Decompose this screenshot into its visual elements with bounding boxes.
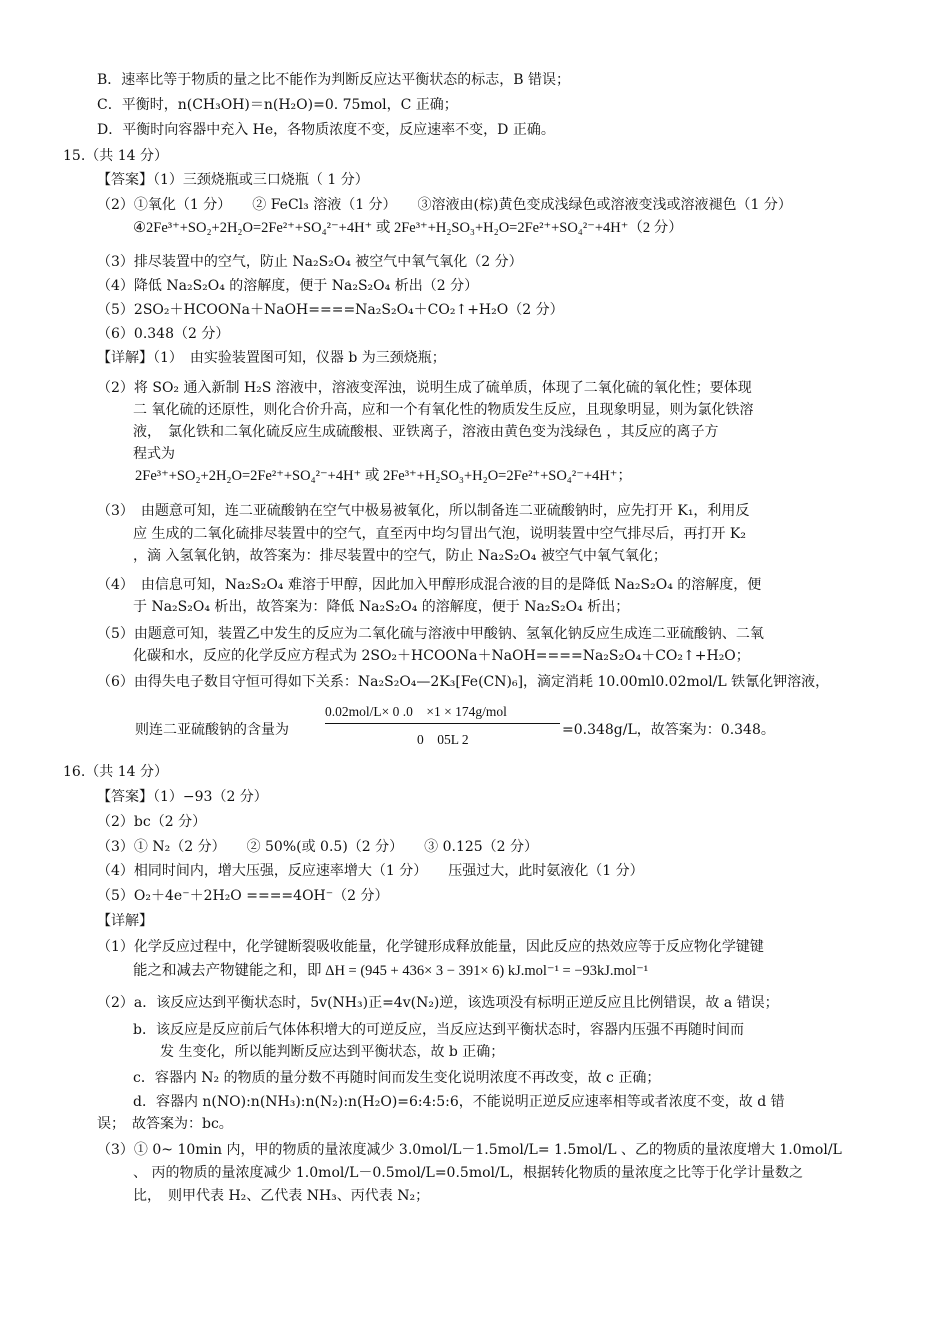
text-line: D．平衡时向容器中充入 He，各物质浓度不变，反应速率不变，D 正确。 (97, 122, 555, 138)
answer-line: 【答案】（1）−93（2 分） (97, 789, 268, 805)
explanation-line: 于 Na₂S₂O₄ 析出，故答案为：降低 Na₂S₂O₄ 的溶解度，便于 Na₂S₂O₄ 析出； (133, 599, 630, 615)
answer-line: 【答案】（1）三颈烧瓶或三口烧瓶（ 1 分） (97, 172, 369, 188)
explanation-line: 发 生变化，所以能判断反应达到平衡状态，故 b 正确； (160, 1044, 505, 1060)
answer-line: （5）O₂＋4e⁻＋2H₂O ====4OH⁻（2 分） (97, 888, 389, 904)
explanation-line: （6）由得失电子数目守恒可得如下关系：Na₂S₂O₄—2K₃[Fe(CN)₆]，滴定消耗 10.00ml0.02mol/L 铁氰化钾溶液， (97, 674, 830, 690)
text-line: C．平衡时，n(CH₃OH)＝n(H₂O)=0. 75mol，C 正确； (97, 97, 458, 113)
ionic-equation: ④2Fe³⁺+SO₂+2H₂O=2Fe²⁺+SO₄²⁻+4H⁺ 或 2Fe³⁺+H₂SO₃+H₂O=2Fe²⁺+SO₄²⁻+4H⁺（2 分） (133, 220, 683, 236)
fraction-numerator: 0.02mol/L× 0 .0 ×1 × 174g/mol (325, 704, 507, 719)
question-heading: 16.（共 14 分） (63, 764, 168, 780)
explanation-line: 应 生成的二氧化硫排尽装置中的空气，直至丙中均匀冒出气泡，说明装置中空气排尽后，再打开 K₂ (133, 526, 746, 542)
fraction-denominator: 0 05L 2 (417, 732, 469, 747)
answer-line: （3）① N₂（2 分） ② 50%(或 0.5)（2 分） ③ 0.125（2 分） (97, 839, 539, 855)
answer-line: （6）0.348（2 分） (97, 326, 230, 342)
explanation-line: d．容器内 n(NO):n(NH₃):n(N₂):n(H₂O)=6:4:5:6，不能说明正逆反应速率相等或者浓度不变，故 d 错 (133, 1094, 785, 1110)
explanation-line: （2）将 SO₂ 通入新制 H₂S 溶液中，溶液变浑浊，说明生成了硫单质，体现了二氧化硫的氧化性；要体现 (97, 380, 752, 396)
explanation-line: 液， 氯化铁和二氧化硫反应生成硫酸根、亚铁离子，溶液由黄色变为浅绿色 ，其反应的离子方 (133, 424, 719, 440)
explanation-line: 则连二亚硫酸钠的含量为 (135, 722, 289, 738)
question-heading: 15.（共 14 分） (63, 148, 168, 164)
explanation-line: （3） 由题意可知，连二亚硫酸钠在空气中极易被氧化，所以制备连二亚硫酸钠时，应先打开 K₁，利用反 (97, 503, 750, 519)
answer-line: （2）①氧化（1 分） ② FeCl₃ 溶液（1 分） ③溶液由(棕)黄色变成浅绿色或溶液变浅或溶液褪色（1 分） (97, 197, 792, 213)
explanation-line: 、 丙的物质的量浓度减少 1.0mol/L－0.5mol/L=0.5mol/L，根据转化物质的量浓度之比等于化学计量数之 (133, 1165, 804, 1181)
explanation-line: （1）化学反应过程中，化学键断裂吸收能量，化学键形成释放能量，因此反应的热效应等于反应物化学键键 (97, 939, 764, 955)
explanation-line: 二 氧化硫的还原性，则化合价升高，应和一个有氧化性的物质发生反应，且现象明显，则为氯化铁溶 (133, 402, 754, 418)
explanation-line: 【详解】（1） 由实验装置图可知，仪器 b 为三颈烧瓶； (97, 350, 446, 366)
text-line: B．速率比等于物质的量之比不能作为判断反应达平衡状态的标志，B 错误； (97, 72, 571, 88)
ionic-equation: 2Fe³⁺+SO₂+2H₂O=2Fe²⁺+SO₄²⁻+4H⁺ 或 2Fe³⁺+H₂SO₃+H₂O=2Fe²⁺+SO₄²⁻+4H⁺； (135, 468, 632, 484)
explanation-line: b．该反应是反应前后气体体积增大的可逆反应，当反应达到平衡状态时，容器内压强不再随时间而 (133, 1022, 744, 1038)
explanation-line: （2）a．该反应达到平衡状态时，5v(NH₃)正=4v(N₂)逆，该选项没有标明正逆反应且比例错误，故 a 错误； (97, 995, 779, 1011)
explanation-line: 比， 则甲代表 H₂、乙代表 NH₃、丙代表 N₂； (133, 1188, 430, 1204)
answer-line: （4）相同时间内，增大压强，反应速率增大（1 分） 压强过大，此时氨液化（1 分） (97, 863, 644, 879)
explanation-heading: 【详解】 (97, 913, 153, 929)
explanation-line: 化碳和水，反应的化学反应方程式为 2SO₂＋HCOONa＋NaOH====Na₂S₂O₄＋CO₂↑+H₂O； (133, 648, 750, 664)
fraction-bar (325, 723, 560, 724)
explanation-line: （4） 由信息可知，Na₂S₂O₄ 难溶于甲醇，因此加入甲醇形成混合液的目的是降低 Na₂S₂O₄ 的溶解度，便 (97, 577, 762, 593)
enthalpy-equation: 能之和减去产物键能之和，即 ΔH = (945 + 436× 3 − 391× 6) kJ.mol⁻¹ = −93kJ.mol⁻¹ (133, 963, 649, 979)
answer-line: （5）2SO₂＋HCOONa＋NaOH====Na₂S₂O₄＋CO₂↑+H₂O（2 分） (97, 302, 564, 318)
explanation-line: ，滴 入氢氧化钠，故答案为：排尽装置中的空气，防止 Na₂S₂O₄ 被空气中氧气氧化； (133, 548, 667, 564)
explanation-line: =0.348g/L，故答案为：0.348。 (562, 722, 775, 738)
answer-line: （3）排尽装置中的空气，防止 Na₂S₂O₄ 被空气中氧气氧化（2 分） (97, 254, 523, 270)
explanation-line: （5）由题意可知，装置乙中发生的反应为二氧化硫与溶液中甲酸钠、氢氧化钠反应生成连二亚硫酸钠、二氧 (97, 626, 764, 642)
answer-line: （4）降低 Na₂S₂O₄ 的溶解度，便于 Na₂S₂O₄ 析出（2 分） (97, 278, 479, 294)
answer-line: （2）bc（2 分） (97, 814, 207, 830)
explanation-line: 误； 故答案为：bc。 (97, 1116, 233, 1132)
explanation-line: 程式为 (133, 446, 175, 462)
explanation-line: （3）① 0~ 10min 内，甲的物质的量浓度减少 3.0mol/L－1.5mol/L= 1.5mol/L 、乙的物质的量浓度增大 1.0mol/L (97, 1142, 842, 1158)
explanation-line: c．容器内 N₂ 的物质的量分数不再随时间而发生变化说明浓度不再改变，故 c 正确； (133, 1070, 661, 1086)
